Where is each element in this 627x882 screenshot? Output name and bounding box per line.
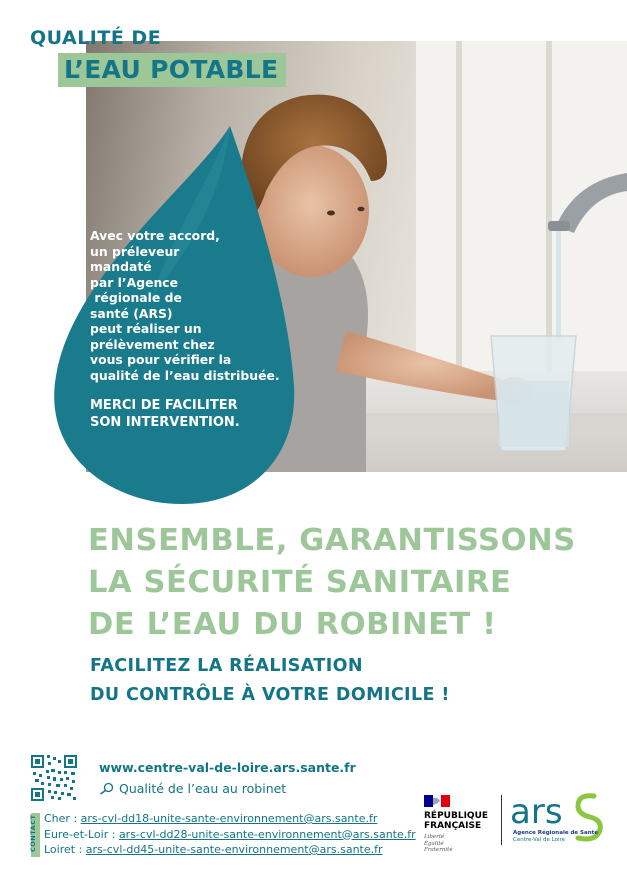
republique-line-1: RÉPUBLIQUE <box>424 811 489 821</box>
search-icon <box>99 782 115 795</box>
sub-headline <box>90 652 450 710</box>
contact-area: Cher : <box>44 812 81 825</box>
ars-subtitle-line-1: Agence Régionale de Santé <box>513 830 598 836</box>
motto-line: Égalité <box>424 840 444 847</box>
drop-body-line: qualité de l’eau distribuée. <box>90 367 280 383</box>
main-headline <box>88 520 576 646</box>
ars-logo-text: ars <box>510 792 563 832</box>
drop-body-line: peut réaliser un <box>90 321 202 336</box>
drop-body-line: mandaté <box>90 259 152 274</box>
qr-code[interactable] <box>31 755 77 801</box>
title-line-1: QUALITÉ DE <box>30 27 162 49</box>
merci-line: SON INTERVENTION. <box>90 415 240 430</box>
contact-item <box>44 811 416 827</box>
contact-label: CONTACT <box>29 814 37 852</box>
contact-area: Loiret : <box>44 843 86 856</box>
drop-body-line: régionale de <box>90 290 182 305</box>
republique-line-2: FRANÇAISE <box>424 821 482 831</box>
drop-body-line: Avec votre accord, <box>90 228 220 243</box>
motto-line: Fraternité <box>424 847 453 853</box>
headline-line: DE L’EAU DU ROBINET ! <box>88 607 497 642</box>
search-link[interactable] <box>99 781 286 796</box>
motto <box>424 834 496 854</box>
drop-message <box>90 228 315 431</box>
ars-subtitle <box>513 830 598 844</box>
marianne-flag-icon <box>424 795 450 807</box>
title-line-2: L’EAU POTABLE <box>58 53 286 87</box>
contact-item <box>44 842 416 858</box>
website-link[interactable]: www.centre-val-de-loire.ars.sante.fr <box>99 760 356 775</box>
contact-email-link[interactable]: ars-cvl-dd45-unite-sante-environnement@ars.sante.fr <box>85 843 383 856</box>
search-link-label: Qualité de l’eau au robinet <box>119 781 287 796</box>
contact-list <box>44 811 416 858</box>
headline-line: LA SÉCURITÉ SANITAIRE <box>88 565 512 600</box>
contact-area: Eure-et-Loir : <box>44 827 119 841</box>
drop-body-line: par l’Agence <box>90 274 179 290</box>
drop-body-line: un préleveur <box>90 243 180 259</box>
contact-item <box>44 827 416 843</box>
drop-body-line: vous pour vérifier la <box>90 352 232 367</box>
ars-subtitle-line-2: Centre-Val de Loire <box>513 837 566 843</box>
republique-francaise-logo <box>424 792 496 854</box>
merci-message <box>90 397 315 431</box>
contact-email-link[interactable]: ars-cvl-dd18-unite-sante-environnement@ars.sante.fr <box>80 812 378 825</box>
motto-line: Liberté <box>424 834 445 840</box>
sub-headline-line: DU CONTRÔLE À VOTRE DOMICILE ! <box>90 685 450 705</box>
title-block <box>30 27 286 87</box>
drop-body-line: santé (ARS) <box>90 305 173 321</box>
merci-line: MERCI DE FACILITER <box>90 398 238 413</box>
sub-headline-line: FACILITEZ LA RÉALISATION <box>90 656 363 676</box>
logo-separator <box>501 795 502 845</box>
contact-email-link[interactable]: ars-cvl-dd28-unite-sante-environnement@ars.sante.fr <box>118 827 416 841</box>
drop-body-line: prélèvement chez <box>90 336 215 352</box>
headline-line: ENSEMBLE, GARANTISSONS <box>88 523 576 558</box>
